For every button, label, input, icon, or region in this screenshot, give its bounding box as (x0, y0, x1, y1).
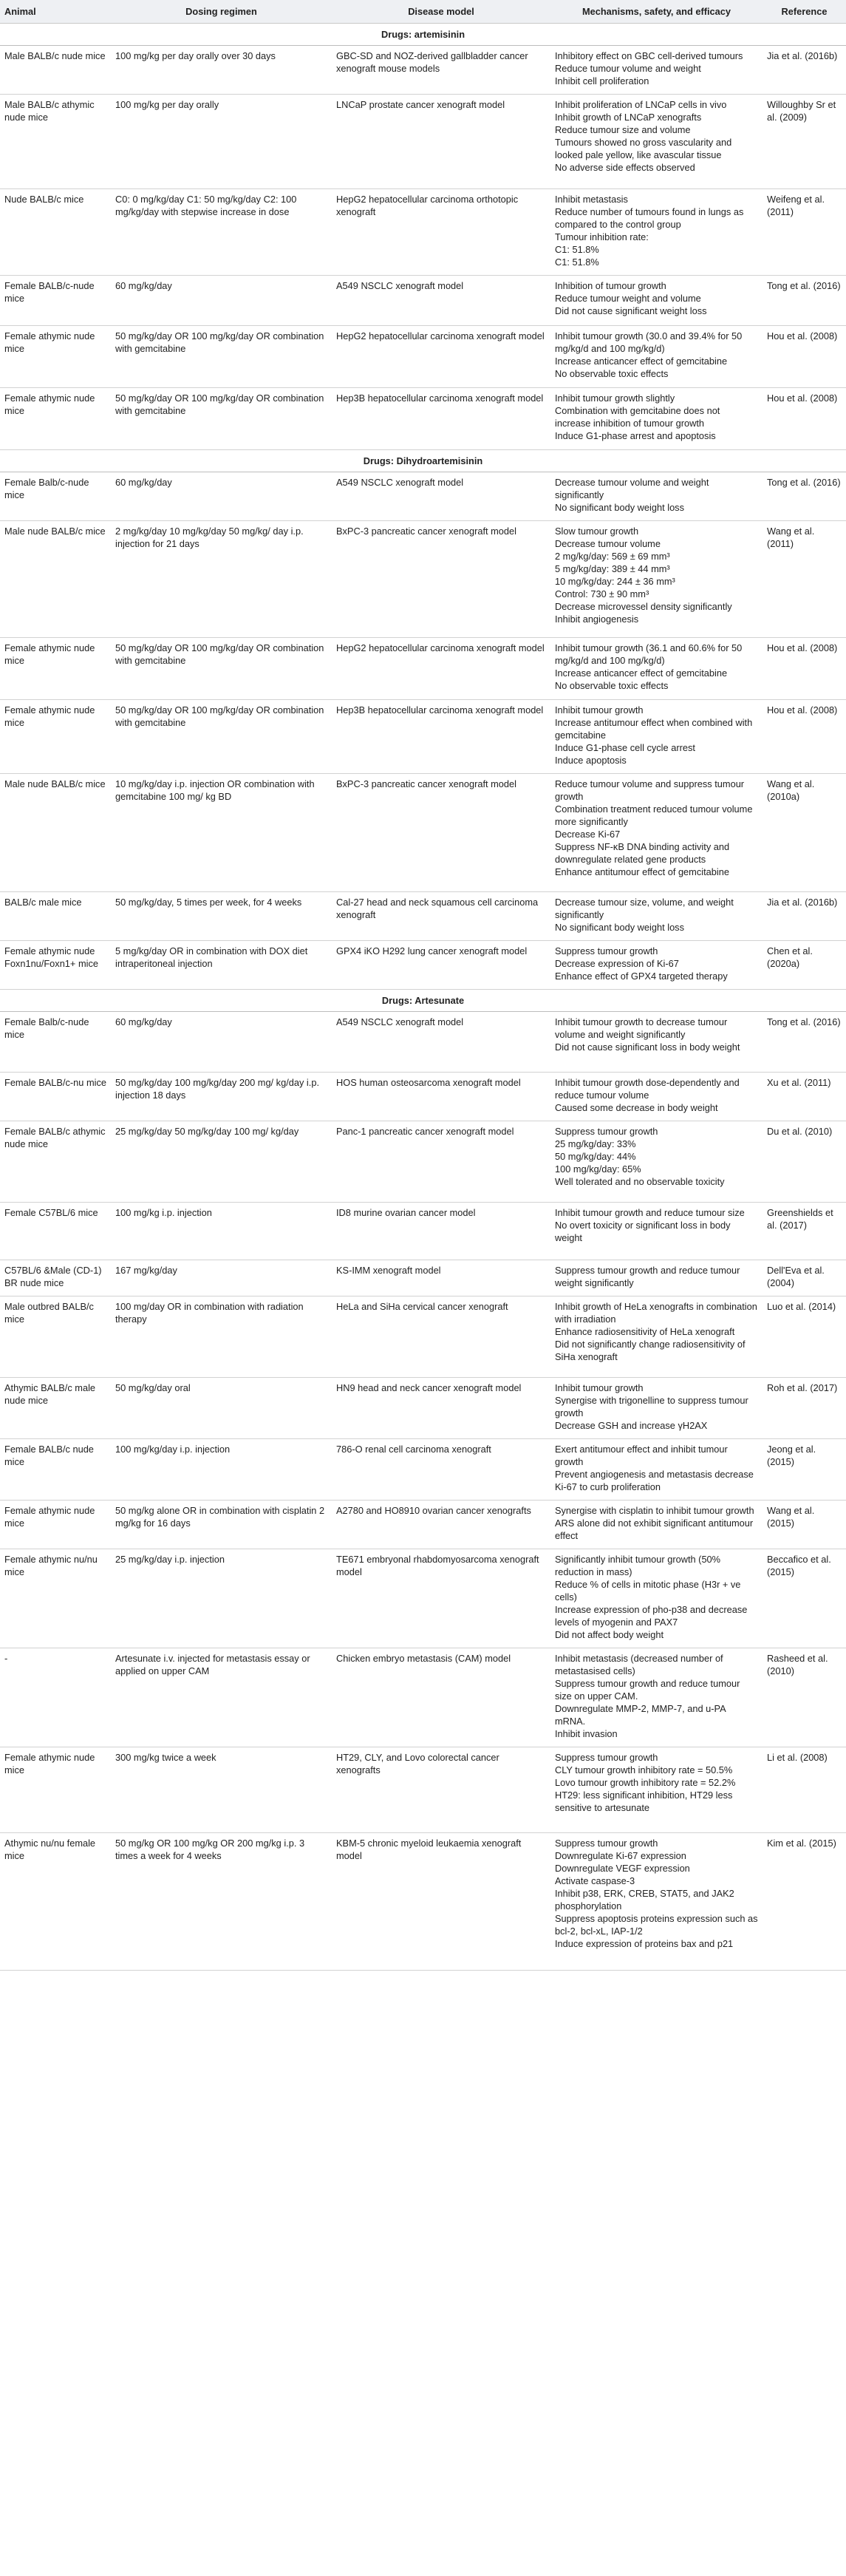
mechanism-line: 100 mg/kg/day: 65% (555, 1163, 641, 1175)
reference-cell: Beccafico et al. (2015) (763, 1549, 846, 1648)
dosing-cell: 100 mg/day OR in combination with radiation therapy (111, 1297, 332, 1378)
mechanism-line: Suppress tumour growth and reduce tumour size on upper CAM. (555, 1678, 740, 1702)
disease-cell: A2780 and HO8910 ovarian cancer xenografts (332, 1501, 550, 1549)
mechanism-line: Did not significantly change radiosensitivity of SiHa xenograft (555, 1339, 746, 1362)
dosing-cell: 2 mg/kg/day 10 mg/kg/day 50 mg/kg/ day i.p. injection for 21 days (111, 521, 332, 638)
mechanism-line: C1: 51.8% (555, 244, 599, 255)
mechanism-line: Enhance effect of GPX4 targeted therapy (555, 971, 728, 982)
mechanism-line: Suppress tumour growth (555, 1752, 658, 1763)
table-row (0, 189, 846, 276)
dosing-cell: 50 mg/kg/day oral (111, 1378, 332, 1439)
mechanism-line: Increase antitumour effect when combined with gemcitabine (555, 717, 753, 741)
animal-cell: Athymic nu/nu female mice (0, 1833, 111, 1971)
mechanism-line: 50 mg/kg/day: 44% (555, 1151, 636, 1162)
animal-cell: Male BALB/c athymic nude mice (0, 95, 111, 189)
mechanism-line: Reduce tumour volume and weight (555, 63, 701, 74)
animal-cell: Female athymic nude Foxn1nu/Foxn1+ mice (0, 941, 111, 990)
mechanisms-cell (550, 638, 763, 700)
mechanism-line: Increase anticancer effect of gemcitabine (555, 667, 728, 679)
disease-cell: Hep3B hepatocellular carcinoma xenograft model (332, 700, 550, 774)
mechanism-line: Induce apoptosis (555, 755, 627, 766)
table-row (0, 1260, 846, 1297)
mechanism-line: Slow tumour growth (555, 526, 639, 537)
table-row (0, 521, 846, 638)
dosing-cell: 100 mg/kg i.p. injection (111, 1203, 332, 1260)
dosing-cell: 50 mg/kg/day OR 100 mg/kg/day OR combination with gemcitabine (111, 388, 332, 450)
mechanism-line: Inhibit growth of LNCaP xenografts (555, 112, 702, 123)
dosing-cell: 60 mg/kg/day (111, 472, 332, 521)
mechanism-line: Inhibit tumour growth (555, 704, 644, 716)
mechanisms-cell (550, 189, 763, 276)
mechanisms-cell (550, 1121, 763, 1203)
mechanism-line: Suppress tumour growth (555, 945, 658, 956)
animal-cell: Male outbred BALB/c mice (0, 1297, 111, 1378)
table-row (0, 1501, 846, 1549)
mechanism-line: Did not cause significant weight loss (555, 305, 707, 316)
animal-cell: Female athymic nude mice (0, 1747, 111, 1833)
mechanism-line: Suppress apoptosis proteins expression such as bcl-2, bcl-xL, IAP-1/2 (555, 1913, 758, 1937)
table-row (0, 1833, 846, 1971)
disease-cell: Chicken embryo metastasis (CAM) model (332, 1648, 550, 1747)
section-title: Drugs: Dihydroartemisinin (0, 450, 846, 472)
animal-cell: Female athymic nude mice (0, 326, 111, 388)
table-row (0, 941, 846, 990)
mechanism-line: Suppress tumour growth (555, 1126, 658, 1137)
disease-cell: HepG2 hepatocellular carcinoma xenograft model (332, 326, 550, 388)
reference-cell: Roh et al. (2017) (763, 1378, 846, 1439)
animal-cell: Female athymic nude mice (0, 1501, 111, 1549)
mechanisms-cell (550, 46, 763, 95)
mechanisms-cell (550, 276, 763, 326)
table-row (0, 388, 846, 450)
dosing-cell: 50 mg/kg/day OR 100 mg/kg/day OR combination with gemcitabine (111, 700, 332, 774)
reference-cell: Wang et al. (2015) (763, 1501, 846, 1549)
animal-cell: Female C57BL/6 mice (0, 1203, 111, 1260)
mechanism-line: Inhibit p38, ERK, CREB, STAT5, and JAK2 phosphorylation (555, 1888, 734, 1911)
disease-cell: GPX4 iKO H292 lung cancer xenograft model (332, 941, 550, 990)
reference-cell: Xu et al. (2011) (763, 1073, 846, 1121)
animal-cell: - (0, 1648, 111, 1747)
disease-cell: LNCaP prostate cancer xenograft model (332, 95, 550, 189)
mechanisms-cell (550, 1297, 763, 1378)
mechanism-line: Inhibit tumour growth (555, 1382, 644, 1393)
animal-cell: Female athymic nude mice (0, 388, 111, 450)
header-animal: Animal (0, 0, 111, 24)
disease-cell: BxPC-3 pancreatic cancer xenograft model (332, 774, 550, 892)
mechanisms-cell (550, 892, 763, 941)
reference-cell: Wang et al. (2011) (763, 521, 846, 638)
animal-cell: Female BALB/c athymic nude mice (0, 1121, 111, 1203)
mechanisms-cell (550, 1833, 763, 1971)
table-body (0, 24, 846, 1971)
reference-cell: Hou et al. (2008) (763, 700, 846, 774)
animal-cell: Female athymic nu/nu mice (0, 1549, 111, 1648)
mechanism-line: Inhibit tumour growth and reduce tumour size (555, 1207, 745, 1218)
dosing-cell: 100 mg/kg per day orally over 30 days (111, 46, 332, 95)
mechanisms-cell (550, 1648, 763, 1747)
mechanism-line: Inhibit proliferation of LNCaP cells in vivo (555, 99, 727, 110)
mechanism-line: Combination treatment reduced tumour volume more significantly (555, 803, 753, 827)
animal-cell: Female BALB/c-nude mice (0, 276, 111, 326)
mechanism-line: Enhance antitumour effect of gemcitabine (555, 866, 729, 877)
disease-cell: A549 NSCLC xenograft model (332, 472, 550, 521)
mechanism-line: Inhibit tumour growth slightly (555, 392, 675, 404)
section-header-row (0, 450, 846, 472)
mechanisms-cell (550, 1549, 763, 1648)
table-row (0, 1648, 846, 1747)
animal-cell: Female BALB/c nude mice (0, 1439, 111, 1501)
disease-cell: HepG2 hepatocellular carcinoma xenograft model (332, 638, 550, 700)
table-row (0, 46, 846, 95)
mechanism-line: Tumours showed no gross vascularity and looked pale yellow, like avascular tissue (555, 137, 732, 160)
animal-cell: Athymic BALB/c male nude mice (0, 1378, 111, 1439)
mechanism-line: Induce expression of proteins bax and p21 (555, 1938, 734, 1949)
table-row (0, 1378, 846, 1439)
table-row (0, 1747, 846, 1833)
dosing-cell: 60 mg/kg/day (111, 276, 332, 326)
dosing-cell: 100 mg/kg per day orally (111, 95, 332, 189)
mechanism-line: Synergise with trigonelline to suppress tumour growth (555, 1395, 748, 1418)
mechanism-line: Caused some decrease in body weight (555, 1102, 718, 1113)
mechanisms-cell (550, 1073, 763, 1121)
table-row (0, 1073, 846, 1121)
reference-cell: Hou et al. (2008) (763, 388, 846, 450)
mechanisms-cell (550, 521, 763, 638)
mechanism-line: Suppress tumour growth (555, 1838, 658, 1849)
dosing-cell: Artesunate i.v. injected for metastasis essay or applied on upper CAM (111, 1648, 332, 1747)
mechanisms-cell (550, 941, 763, 990)
header-mechanisms: Mechanisms, safety, and efficacy (550, 0, 763, 24)
mechanisms-cell (550, 326, 763, 388)
disease-cell: Cal-27 head and neck squamous cell carcinoma xenograft (332, 892, 550, 941)
table-row (0, 1297, 846, 1378)
mechanism-line: Significantly inhibit tumour growth (50% reduction in mass) (555, 1554, 721, 1577)
mechanism-line: Inhibit metastasis (decreased number of metastasised cells) (555, 1653, 723, 1676)
mechanism-line: Inhibit tumour growth (30.0 and 39.4% for 50 mg/kg/d and 100 mg/kg/d) (555, 330, 743, 354)
mechanism-line: Inhibit tumour growth to decrease tumour volume and weight significantly (555, 1016, 728, 1040)
table-row (0, 1203, 846, 1260)
reference-cell: Greenshields et al. (2017) (763, 1203, 846, 1260)
mechanism-line: Downregulate Ki-67 expression (555, 1850, 686, 1861)
mechanism-line: Decrease tumour volume (555, 538, 661, 549)
reference-cell: Du et al. (2010) (763, 1121, 846, 1203)
mechanism-line: Downregulate VEGF expression (555, 1863, 690, 1874)
mechanism-line: Induce G1-phase arrest and apoptosis (555, 430, 716, 441)
mechanism-line: Decrease expression of Ki-67 (555, 958, 679, 969)
mechanism-line: 10 mg/kg/day: 244 ± 36 mm³ (555, 576, 675, 587)
animal-cell: BALB/c male mice (0, 892, 111, 941)
mechanism-line: C1: 51.8% (555, 256, 599, 268)
dosing-cell: 60 mg/kg/day (111, 1012, 332, 1073)
header-row (0, 0, 846, 24)
mechanisms-cell (550, 388, 763, 450)
mechanism-line: Reduce tumour size and volume (555, 124, 691, 135)
disease-cell: GBC-SD and NOZ-derived gallbladder cancer xenograft mouse models (332, 46, 550, 95)
mechanism-line: No observable toxic effects (555, 368, 669, 379)
mechanism-line: CLY tumour growth inhibitory rate = 50.5% (555, 1764, 733, 1775)
mechanism-line: Decrease Ki-67 (555, 829, 621, 840)
mechanism-line: Inhibit angiogenesis (555, 614, 639, 625)
header-disease: Disease model (332, 0, 550, 24)
mechanism-line: Inhibitory effect on GBC cell-derived tumours (555, 50, 743, 61)
disease-cell: HT29, CLY, and Lovo colorectal cancer xenografts (332, 1747, 550, 1833)
mechanism-line: Tumour inhibition rate: (555, 231, 649, 242)
reference-cell: Rasheed et al. (2010) (763, 1648, 846, 1747)
mechanism-line: Well tolerated and no observable toxicity (555, 1176, 725, 1187)
disease-cell: A549 NSCLC xenograft model (332, 1012, 550, 1073)
dosing-cell: 25 mg/kg/day 50 mg/kg/day 100 mg/ kg/day (111, 1121, 332, 1203)
reference-cell: Jia et al. (2016b) (763, 892, 846, 941)
dosing-cell: 10 mg/kg/day i.p. injection OR combination with gemcitabine 100 mg/ kg BD (111, 774, 332, 892)
disease-cell: 786-O renal cell carcinoma xenograft (332, 1439, 550, 1501)
mechanism-line: No observable toxic effects (555, 680, 669, 691)
dosing-cell: 300 mg/kg twice a week (111, 1747, 332, 1833)
animal-cell: Female BALB/c-nu mice (0, 1073, 111, 1121)
animal-cell: Female athymic nude mice (0, 700, 111, 774)
mechanisms-cell (550, 1747, 763, 1833)
dosing-cell: 50 mg/kg/day 100 mg/kg/day 200 mg/ kg/day i.p. injection 18 days (111, 1073, 332, 1121)
reference-cell: Chen et al. (2020a) (763, 941, 846, 990)
mechanism-line: Decrease microvessel density significantly (555, 601, 732, 612)
mechanism-line: Reduce % of cells in mitotic phase (H3r + ve cells) (555, 1579, 741, 1603)
disease-cell: HN9 head and neck cancer xenograft model (332, 1378, 550, 1439)
section-title: Drugs: artemisinin (0, 24, 846, 46)
reference-cell: Hou et al. (2008) (763, 326, 846, 388)
dosing-cell: 50 mg/kg/day, 5 times per week, for 4 weeks (111, 892, 332, 941)
reference-cell: Li et al. (2008) (763, 1747, 846, 1833)
mechanism-line: Inhibit growth of HeLa xenografts in combination with irradiation (555, 1301, 757, 1325)
mechanism-line: 2 mg/kg/day: 569 ± 69 mm³ (555, 551, 670, 562)
mechanism-line: Lovo tumour growth inhibitory rate = 52.2% (555, 1777, 736, 1788)
mechanisms-cell (550, 1012, 763, 1073)
dosing-cell: C0: 0 mg/kg/day C1: 50 mg/kg/day C2: 100 mg/kg/day with stepwise increase in dose (111, 189, 332, 276)
reference-cell: Jia et al. (2016b) (763, 46, 846, 95)
reference-cell: Dell'Eva et al. (2004) (763, 1260, 846, 1297)
mechanism-line: Induce G1-phase cell cycle arrest (555, 742, 695, 753)
mechanism-line: Inhibition of tumour growth (555, 280, 666, 291)
reference-cell: Weifeng et al. (2011) (763, 189, 846, 276)
reference-cell: Tong et al. (2016) (763, 1012, 846, 1073)
table-row (0, 1121, 846, 1203)
reference-cell: Tong et al. (2016) (763, 276, 846, 326)
mechanism-line: Suppress NF-κB DNA binding activity and downregulate related gene products (555, 841, 730, 865)
animal-cell: Male BALB/c nude mice (0, 46, 111, 95)
table-row (0, 472, 846, 521)
mechanism-line: 25 mg/kg/day: 33% (555, 1138, 636, 1149)
mechanisms-cell (550, 1378, 763, 1439)
disease-cell: Panc-1 pancreatic cancer xenograft model (332, 1121, 550, 1203)
mechanism-line: Increase anticancer effect of gemcitabine (555, 356, 728, 367)
reference-cell: Jeong et al. (2015) (763, 1439, 846, 1501)
mechanism-line: No overt toxicity or significant loss in body weight (555, 1220, 731, 1243)
animal-cell: Male nude BALB/c mice (0, 521, 111, 638)
dosing-cell: 5 mg/kg/day OR in combination with DOX diet intraperitoneal injection (111, 941, 332, 990)
dosing-cell: 167 mg/kg/day (111, 1260, 332, 1297)
disease-cell: A549 NSCLC xenograft model (332, 276, 550, 326)
disease-cell: BxPC-3 pancreatic cancer xenograft model (332, 521, 550, 638)
disease-cell: Hep3B hepatocellular carcinoma xenograft model (332, 388, 550, 450)
reference-cell: Wang et al. (2010a) (763, 774, 846, 892)
mechanism-line: Inhibit tumour growth dose-dependently and reduce tumour volume (555, 1077, 740, 1101)
table-row (0, 774, 846, 892)
table-row (0, 276, 846, 326)
header-reference: Reference (763, 0, 846, 24)
mechanism-line: Activate caspase-3 (555, 1875, 635, 1886)
table-row (0, 892, 846, 941)
animal-cell: Nude BALB/c mice (0, 189, 111, 276)
mechanisms-cell (550, 1439, 763, 1501)
dosing-cell: 50 mg/kg alone OR in combination with cisplatin 2 mg/kg for 16 days (111, 1501, 332, 1549)
section-title: Drugs: Artesunate (0, 990, 846, 1012)
reference-cell: Hou et al. (2008) (763, 638, 846, 700)
mechanism-line: Control: 730 ± 90 mm³ (555, 588, 649, 599)
disease-cell: KS-IMM xenograft model (332, 1260, 550, 1297)
dosing-cell: 50 mg/kg OR 100 mg/kg OR 200 mg/kg i.p. 3 times a week for 4 weeks (111, 1833, 332, 1971)
table-row (0, 1439, 846, 1501)
mechanism-line: Combination with gemcitabine does not increase inhibition of tumour growth (555, 405, 720, 429)
header-dosing: Dosing regimen (111, 0, 332, 24)
mechanism-line: Exert antitumour effect and inhibit tumour growth (555, 1444, 728, 1467)
mechanism-line: Enhance radiosensitivity of HeLa xenograft (555, 1326, 735, 1337)
dosing-cell: 50 mg/kg/day OR 100 mg/kg/day OR combination with gemcitabine (111, 638, 332, 700)
table-row (0, 638, 846, 700)
table-row (0, 95, 846, 189)
reference-cell: Luo et al. (2014) (763, 1297, 846, 1378)
animal-cell: Female Balb/c-nude mice (0, 472, 111, 521)
mechanism-line: Decrease GSH and increase γH2AX (555, 1420, 708, 1431)
mechanism-line: Did not affect body weight (555, 1629, 664, 1640)
mechanism-line: No adverse side effects observed (555, 162, 695, 173)
mechanism-line: Inhibit invasion (555, 1728, 618, 1739)
reference-cell: Willoughby Sr et al. (2009) (763, 95, 846, 189)
disease-cell: HeLa and SiHa cervical cancer xenograft (332, 1297, 550, 1378)
disease-cell: TE671 embryonal rhabdomyosarcoma xenograft model (332, 1549, 550, 1648)
table-row (0, 1012, 846, 1073)
mechanism-line: Did not cause significant loss in body weight (555, 1041, 740, 1053)
reference-cell: Kim et al. (2015) (763, 1833, 846, 1971)
table-row (0, 326, 846, 388)
mechanism-line: Suppress tumour growth and reduce tumour weight significantly (555, 1265, 740, 1288)
mechanism-line: Downregulate MMP-2, MMP-7, and u-PA mRNA. (555, 1703, 726, 1727)
mechanism-line: Inhibit metastasis (555, 194, 628, 205)
animal-cell: C57BL/6 &Male (CD-1) BR nude mice (0, 1260, 111, 1297)
mechanism-line: Prevent angiogenesis and metastasis decrease Ki-67 to curb proliferation (555, 1469, 754, 1492)
mechanism-line: No significant body weight loss (555, 922, 684, 933)
table-row (0, 1549, 846, 1648)
animal-cell: Female athymic nude mice (0, 638, 111, 700)
mechanisms-cell (550, 472, 763, 521)
dosing-cell: 50 mg/kg/day OR 100 mg/kg/day OR combination with gemcitabine (111, 326, 332, 388)
mechanism-line: Reduce tumour weight and volume (555, 293, 701, 304)
mechanisms-cell (550, 95, 763, 189)
mechanism-line: Reduce tumour volume and suppress tumour growth (555, 778, 745, 802)
mechanism-line: Decrease tumour size, volume, and weight significantly (555, 897, 734, 920)
disease-cell: ID8 murine ovarian cancer model (332, 1203, 550, 1260)
disease-cell: HOS human osteosarcoma xenograft model (332, 1073, 550, 1121)
mechanism-line: Increase expression of pho-p38 and decrease levels of myogenin and PAX7 (555, 1604, 748, 1628)
mechanism-line: 5 mg/kg/day: 389 ± 44 mm³ (555, 563, 670, 574)
mechanisms-cell (550, 1203, 763, 1260)
dosing-cell: 25 mg/kg/day i.p. injection (111, 1549, 332, 1648)
disease-cell: KBM-5 chronic myeloid leukaemia xenograft model (332, 1833, 550, 1971)
mechanism-line: Decrease tumour volume and weight significantly (555, 477, 709, 500)
section-header-row (0, 990, 846, 1012)
animal-cell: Female Balb/c-nude mice (0, 1012, 111, 1073)
mechanism-line: HT29: less significant inhibition, HT29 less sensitive to artesunate (555, 1790, 733, 1813)
mechanisms-cell (550, 700, 763, 774)
mechanism-line: Inhibit tumour growth (36.1 and 60.6% for 50 mg/kg/d and 100 mg/kg/d) (555, 642, 743, 666)
animal-cell: Male nude BALB/c mice (0, 774, 111, 892)
disease-cell: HepG2 hepatocellular carcinoma orthotopic xenograft (332, 189, 550, 276)
mechanisms-cell (550, 1260, 763, 1297)
table-row (0, 700, 846, 774)
reference-cell: Tong et al. (2016) (763, 472, 846, 521)
mechanism-line: No significant body weight loss (555, 502, 684, 513)
mechanism-line: Inhibit cell proliferation (555, 75, 649, 86)
mechanisms-cell (550, 774, 763, 892)
mechanisms-cell (550, 1501, 763, 1549)
dosing-cell: 100 mg/kg/day i.p. injection (111, 1439, 332, 1501)
mechanism-line: Reduce number of tumours found in lungs as compared to the control group (555, 206, 744, 230)
section-header-row (0, 24, 846, 46)
mechanism-line: Synergise with cisplatin to inhibit tumour growth (555, 1505, 754, 1516)
mechanism-line: ARS alone did not exhibit significant antitumour effect (555, 1518, 754, 1541)
